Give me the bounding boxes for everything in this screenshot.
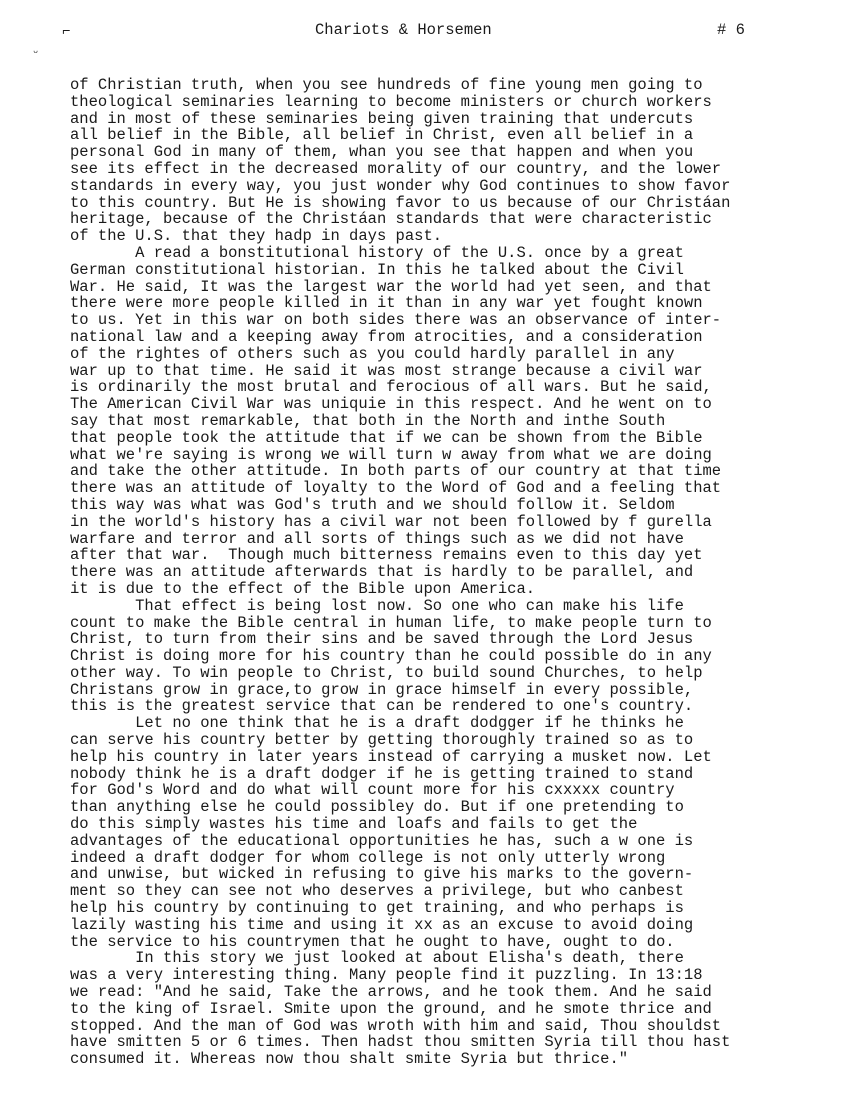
text-line: of the U.S. that they hadp in days past. <box>70 227 443 246</box>
margin-mark: ᵕ <box>32 46 40 60</box>
text-line: to this country. But He is showing favor to us because of our Christáan <box>70 193 731 212</box>
text-line: Christ is doing more for his country than he could possible do in any <box>70 647 712 666</box>
text-line: consumed it. Whereas now thou shalt smite Syria but thrice." <box>70 1050 629 1069</box>
text-line: stopped. And the man of God was wroth with him and said, Thou shouldst <box>70 1016 722 1035</box>
text-line: heritage, because of the Christáan standards that were characteristic <box>70 210 712 229</box>
text-line: of the rightes of others such as you could hardly parallel in any <box>70 344 675 363</box>
text-line: say that most remarkable, that both in the North and inthe South <box>70 411 666 430</box>
text-line: see its effect in the decreased morality of our country, and the lower <box>70 159 722 178</box>
text-line: there was an attitude afterwards that is hardly to be parallel, and <box>70 563 694 582</box>
text-line: help his country by continuing to get training, and who perhaps is <box>70 899 684 918</box>
text-line: do this simply wastes his time and loafs and fails to get the <box>70 815 638 834</box>
text-line: and unwise, but wicked in refusing to give his marks to the govern- <box>70 865 694 884</box>
text-line: all belief in the Bible, all belief in Christ, even all belief in a <box>70 126 694 145</box>
text-line: we read: "And he said, Take the arrows, and he took them. And he said <box>70 983 712 1002</box>
text-line: national law and a keeping away from atrocities, and a consideration <box>70 327 703 346</box>
text-line: lazily wasting his time and using it xx as an excuse to avoid doing <box>70 915 694 934</box>
text-line: of Christian truth, when you see hundreds of fine young men going to <box>70 76 703 94</box>
text-line: war up to that time. He said it was most strange because a civil war <box>70 361 703 380</box>
text-line: after that war. Though much bitterness remains even to this day yet <box>70 546 703 565</box>
text-line: advantages of the educational opportunities he has, such a w one is <box>70 831 694 850</box>
text-line: indeed a draft dodger for whom college is not only utterly wrong <box>70 848 666 867</box>
text-line: personal God in many of them, whan you see that happen and when you <box>70 143 694 162</box>
text-line: there were more people killed in it than in any war yet fought known <box>70 294 703 313</box>
page-header <box>0 21 848 43</box>
text-line: have smitten 5 or 6 times. Then hadst thou smitten Syria till thou hast <box>70 1033 731 1052</box>
text-line: for God's Word and do what will count more for his cxxxxx country <box>70 781 675 800</box>
text-line: it is due to the effect of the Bible upon America. <box>70 579 536 598</box>
text-line: nobody think he is a draft dodger if he is getting trained to stand <box>70 764 694 783</box>
text-line: this way was what was God's truth and we should follow it. Seldom <box>70 495 675 514</box>
text-line: The American Civil War was uniquie in this respect. And he went on to <box>70 395 712 414</box>
text-line: That effect is being lost now. So one who can make his life <box>70 596 684 615</box>
text-line: to us. Yet in this war on both sides there was an observance of inter- <box>70 311 722 330</box>
text-line: standards in every way, you just wonder why God continues to show favor <box>70 176 731 195</box>
text-line: German constitutional historian. In this he talked about the Civil <box>70 260 684 279</box>
text-line: that people took the attitude that if we can be shown from the Bible <box>70 428 703 447</box>
text-line: In this story we just looked at about Elisha's death, there <box>70 949 684 968</box>
text-line: this is the greatest service that can be rendered to one's country. <box>70 697 694 716</box>
text-line: A read a bonstitutional history of the U.S. once by a great <box>70 243 684 262</box>
margin-mark: ⌐ <box>62 24 71 40</box>
text-line: the service to his countrymen that he ought to have, ought to do. <box>70 932 675 951</box>
text-line: count to make the Bible central in human life, to make people turn to <box>70 613 712 632</box>
text-line: help his country in later years instead of carrying a musket now. Let <box>70 747 712 766</box>
text-line: what we're saying is wrong we will turn w away from what we are doing <box>70 445 712 464</box>
document-title: Chariots & Horsemen <box>315 21 492 39</box>
text-line: in the world's history has a civil war not been followed by f gurella <box>70 512 712 531</box>
text-line: there was an attitude of loyalty to the Word of God and a feeling that <box>70 479 722 498</box>
text-line: Let no one think that he is a draft dodgger if he thinks he <box>70 714 684 733</box>
text-line: was a very interesting thing. Many people find it puzzling. In 13:18 <box>70 966 703 985</box>
text-line: ment so they can see not who deserves a privilege, but who canbest <box>70 882 684 901</box>
text-line: War. He said, It was the largest war the world had yet seen, and that <box>70 277 712 296</box>
text-line: to the king of Israel. Smite upon the ground, and he smote thrice and <box>70 999 712 1018</box>
text-line: is ordinarily the most brutal and ferocious of all wars. But he said, <box>70 378 712 397</box>
text-line: than anything else he could possibley do. But if one pretending to <box>70 798 684 817</box>
text-line: and in most of these seminaries being given training that undercuts <box>70 109 694 128</box>
text-line: Christ, to turn from their sins and be saved through the Lord Jesus <box>70 630 694 649</box>
text-line: can serve his country better by getting thoroughly trained so as to <box>70 731 694 750</box>
body-text <box>70 77 840 1068</box>
text-line: other way. To win people to Christ, to build sound Churches, to help <box>70 663 703 682</box>
text-line: Christans grow in grace,to grow in grace himself in every possible, <box>70 680 694 699</box>
page-number: # 6 <box>717 21 745 39</box>
text-line: warfare and terror and all sorts of things such as we did not have <box>70 529 684 548</box>
text-line: and take the other attitude. In both parts of our country at that time <box>70 462 722 481</box>
text-line: theological seminaries learning to become ministers or church workers <box>70 92 712 111</box>
